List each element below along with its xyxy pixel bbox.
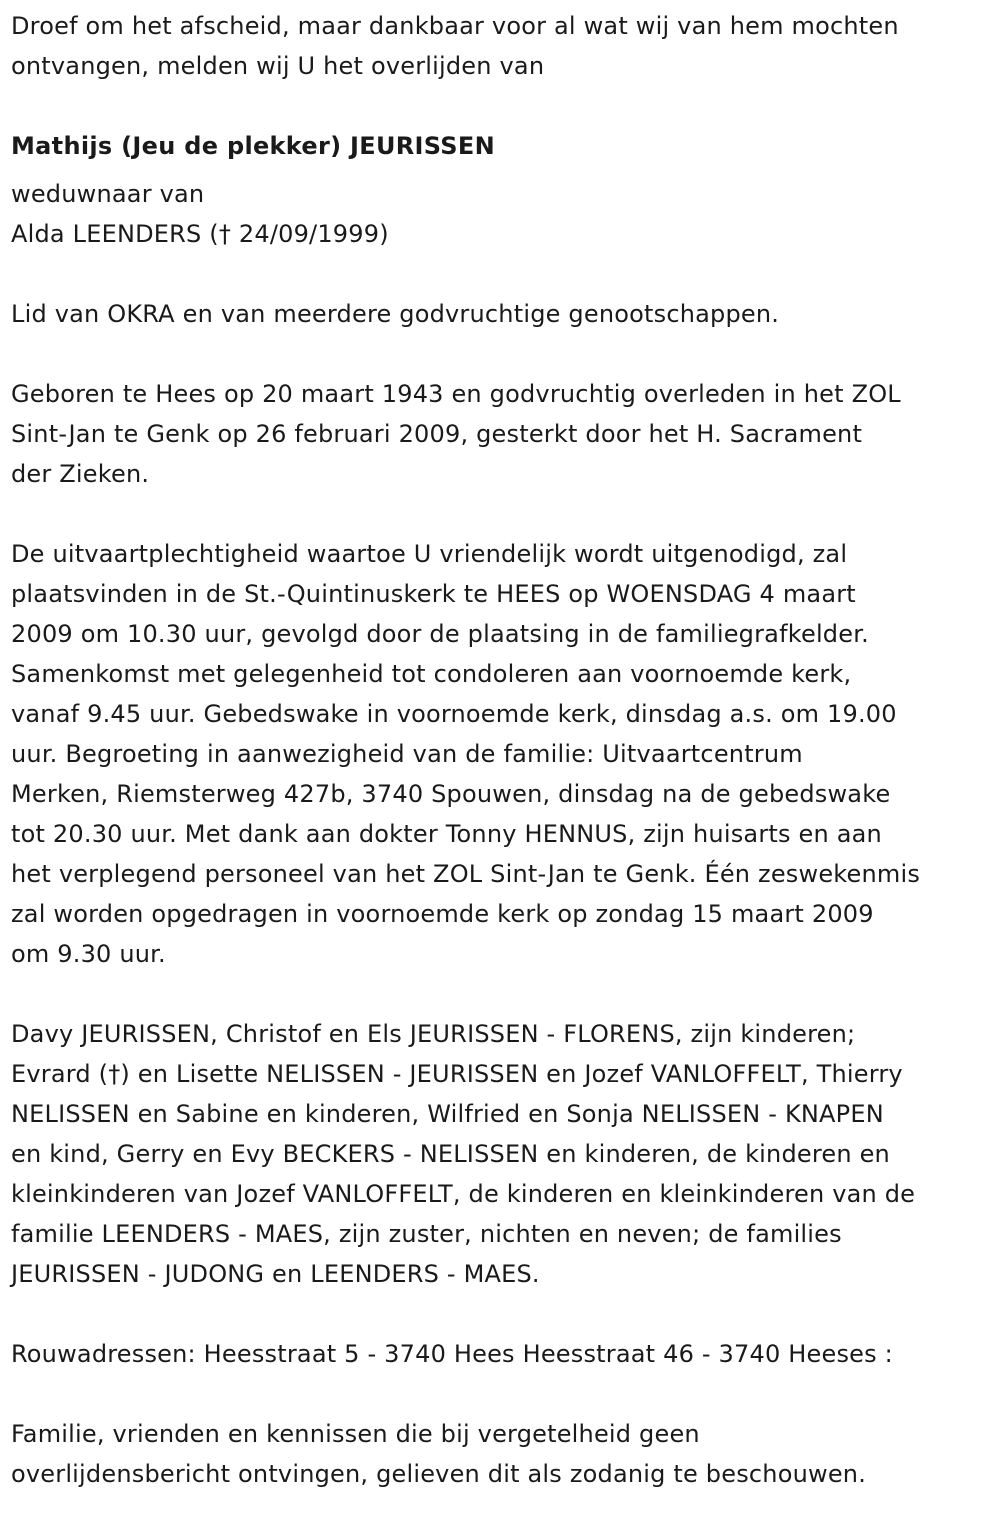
funeral-text: De uitvaartplechtigheid waartoe U vriendelijk wordt uitgenodigd, zal plaatsvinden in de St.-Quintinuskerk te HEES op WOENSDAG 4 maart 2009 om 10.30 uur, gevolgd door de plaatsing in de familiegrafkelder. Samenkomst met gelegenheid tot condoleren aan voornoemde kerk, vanaf 9.45 uur. Gebedswake in voornoemde kerk, dinsdag a.s. om 19.00 uur. Begroeting in aanwezigheid van de familie: Uitvaartcentrum Merken, Riemsterweg 427b, 3740 Spouwen, dinsdag na de gebedswake tot 20.30 uur. Met dank aan dokter Tonny HENNUS, zijn huisarts en aan het verplegend personeel van het ZOL Sint-Jan te Genk. Één zeswekenmis zal worden opgedragen in voornoemde kerk op zondag 15 maart 2009 om 9.30 uur. — [11, 540, 921, 968]
intro-text: Droef om het afscheid, maar dankbaar voor al wat wij van hem mochten ontvangen, melden wij U het overlijden van — [11, 12, 899, 80]
deceased-name: Mathijs (Jeu de plekker) JEURISSEN — [11, 132, 495, 160]
family-text: Davy JEURISSEN, Christof en Els JEURISSEN - FLORENS, zijn kinderen; Evrard (†) en Lisette NELISSEN - JEURISSEN en Jozef VANLOFFELT, Thierry NELISSEN en Sabine en kinderen, Wilfried en Sonja NELISSEN - KNAPEN en kind, Gerry en Evy BECKERS - NELISSEN en kinderen, de kinderen en kleinkinderen van Jozef VANLOFFELT, de kinderen en kleinkinderen van de familie LEENDERS - MAES, zijn zuster, nichten en neven; de families JEURISSEN - JUDONG en LEENDERS - MAES. — [11, 1020, 916, 1288]
closing-text: Familie, vrienden en kennissen die bij vergetelheid geen overlijdensbericht ontvingen, gelieven dit als zodanig te beschouwen. — [11, 1420, 867, 1488]
birth-death-text: Geboren te Hees op 20 maart 1943 en godvruchtig overleden in het ZOL Sint-Jan te Genk op 26 februari 2009, gesterkt door het H. Sacrament der Zieken. — [11, 380, 901, 488]
membership-text: Lid van OKRA en van meerdere godvruchtige genootschappen. — [11, 300, 780, 328]
spouse-name: Alda LEENDERS († 24/09/1999) — [11, 220, 389, 248]
addresses-text: Rouwadressen: Heesstraat 5 - 3740 Hees Heesstraat 46 - 3740 Heeses : — [11, 1340, 893, 1368]
spouse-intro: weduwnaar van — [11, 180, 205, 208]
